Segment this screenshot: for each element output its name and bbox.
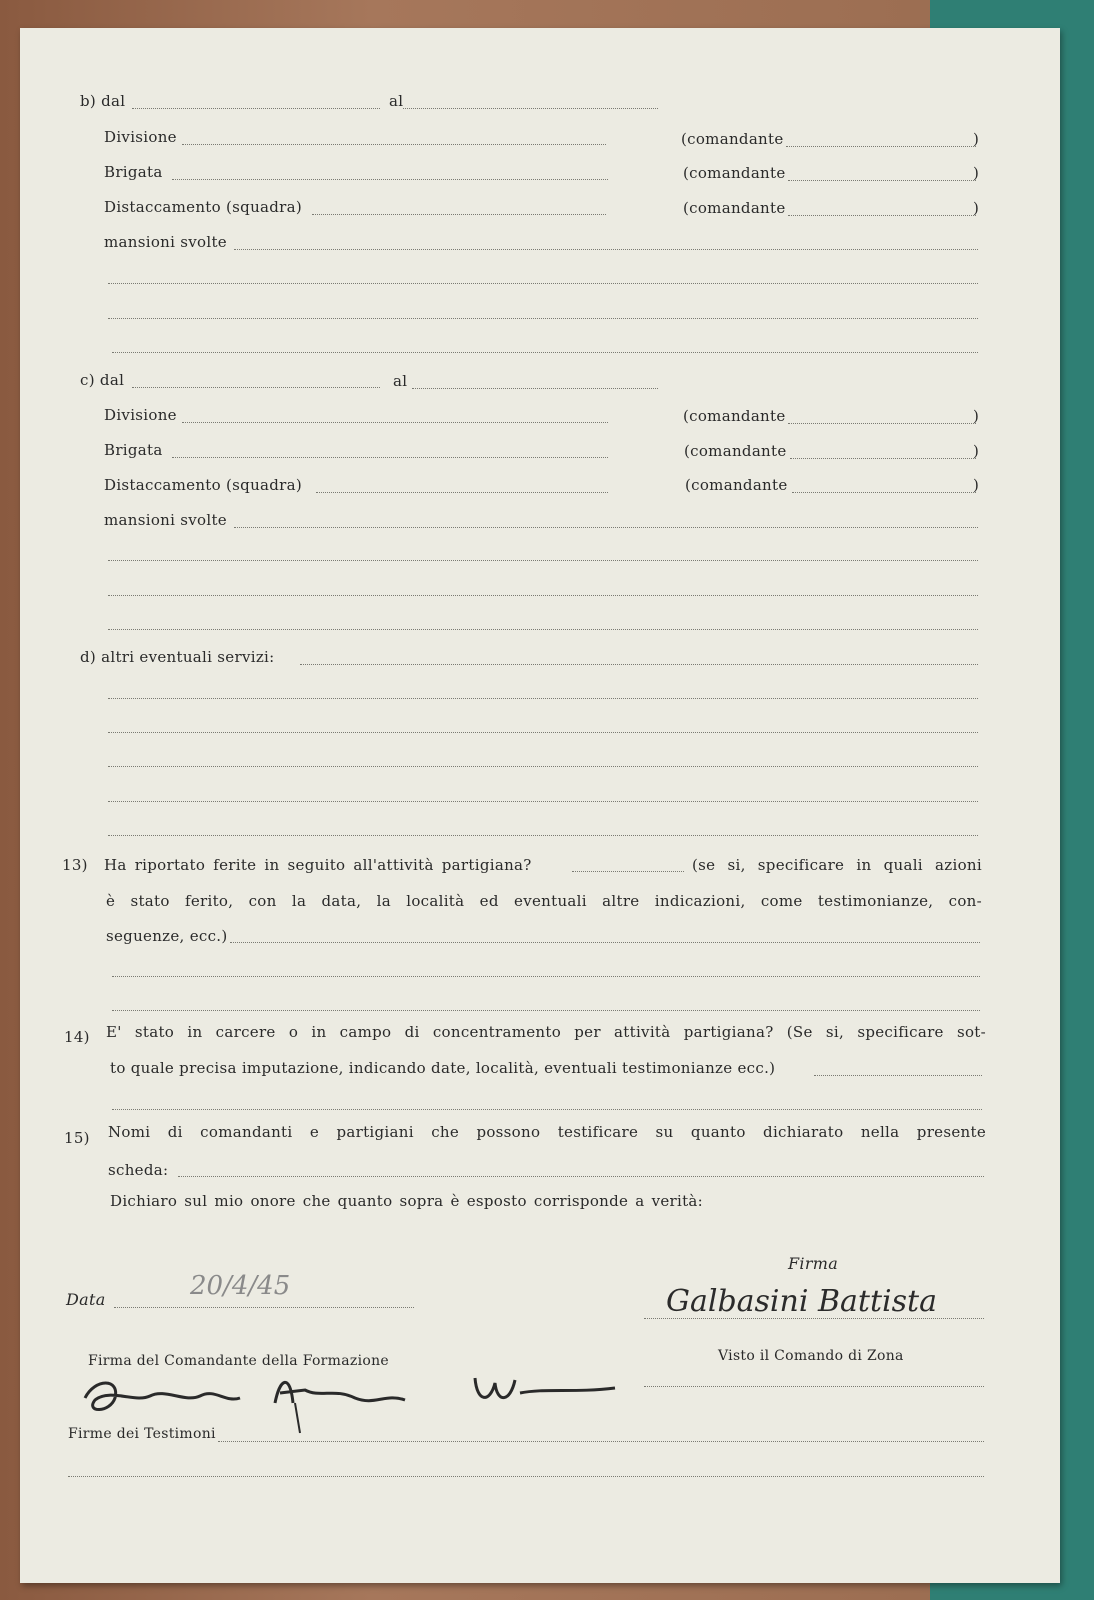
q13-instruction-2: è stato ferito, con la data, la località ed eventuali altre indicazioni, come testimonianze, con-: [106, 892, 982, 910]
section-c-brigata-close-paren: ): [973, 442, 980, 460]
section-c-distaccamento-close-paren: ): [973, 476, 980, 494]
q13-field[interactable]: [230, 942, 980, 943]
section-b-mansioni-line[interactable]: [112, 352, 978, 353]
section-d-line[interactable]: [108, 732, 978, 733]
section-b-mansioni-field[interactable]: [234, 249, 978, 250]
q13-instruction-3: seguenze, ecc.): [106, 927, 228, 945]
section-b-mansioni-line[interactable]: [108, 283, 978, 284]
section-c-brigata-label: Brigata: [104, 441, 163, 459]
q14-question-2: to quale precisa imputazione, indicando date, località, eventuali testimonianze ecc.): [110, 1059, 776, 1077]
section-c-brigata-comandante-label: (comandante: [684, 442, 787, 460]
testimoni-field[interactable]: [218, 1441, 984, 1442]
section-b-mansioni-line[interactable]: [108, 318, 978, 319]
section-c-distaccamento-label: Distaccamento (squadra): [104, 476, 303, 494]
section-c-dal-field[interactable]: [132, 387, 380, 388]
svg-text:20/4/45: 20/4/45: [190, 1271, 291, 1301]
section-b-distaccamento-label: Distaccamento (squadra): [104, 198, 303, 216]
section-b-mansioni-label: mansioni svolte: [104, 233, 227, 251]
section-d-label: d) altri eventuali servizi:: [80, 648, 275, 666]
section-c-divisione-comandante-label: (comandante: [683, 407, 786, 425]
q13-instruction-1: (se si, specificare in quali azioni: [692, 856, 982, 874]
q15-number: 15): [64, 1129, 90, 1147]
section-b-divisione-comandante-field[interactable]: [786, 146, 976, 147]
section-b-dal-label: b) dal: [80, 92, 126, 110]
section-d-field[interactable]: [300, 664, 978, 665]
section-c-distaccamento-comandante-label: (comandante: [685, 476, 788, 494]
section-c-divisione-comandante-field[interactable]: [788, 423, 976, 424]
section-c-distaccamento-field[interactable]: [316, 492, 608, 493]
visto-comando-zona-label: Visto il Comando di Zona: [718, 1348, 904, 1364]
testimoni-line[interactable]: [68, 1476, 984, 1477]
data-field[interactable]: [114, 1307, 414, 1308]
section-b-brigata-close-paren: ): [973, 164, 980, 182]
visto-field[interactable]: [644, 1386, 984, 1387]
section-b-al-label: al: [389, 92, 404, 110]
section-c-brigata-comandante-field[interactable]: [790, 458, 976, 459]
q14-question-1: E' stato in carcere o in campo di concentramento per attività partigiana? (Se si, specificare sot-: [106, 1023, 986, 1041]
section-d-line[interactable]: [108, 698, 978, 699]
firma-field[interactable]: [644, 1318, 984, 1319]
q14-field[interactable]: [814, 1075, 982, 1076]
section-b-al-field[interactable]: [403, 108, 658, 109]
section-d-line[interactable]: [108, 801, 978, 802]
testimoni-label: Firme dei Testimoni: [68, 1426, 216, 1442]
section-c-al-field[interactable]: [412, 388, 658, 389]
section-d-line[interactable]: [108, 835, 978, 836]
svg-text:Galbasini Battista: Galbasini Battista: [666, 1284, 937, 1319]
section-c-mansioni-field[interactable]: [234, 527, 978, 528]
section-b-distaccamento-field[interactable]: [312, 214, 606, 215]
section-d-line[interactable]: [108, 766, 978, 767]
section-b-brigata-label: Brigata: [104, 163, 163, 181]
q13-answer-field[interactable]: [572, 871, 684, 872]
data-handwritten: [190, 1266, 340, 1306]
section-b-divisione-label: Divisione: [104, 128, 177, 146]
section-b-dal-field[interactable]: [132, 108, 380, 109]
section-c-divisione-label: Divisione: [104, 406, 177, 424]
section-b-divisione-comandante-label: (comandante: [681, 130, 784, 148]
section-b-distaccamento-close-paren: ): [973, 199, 980, 217]
q13-question: Ha riportato ferite in seguito all'attività partigiana?: [104, 856, 532, 874]
comandante-signature: [75, 1358, 635, 1428]
comandante-formazione-label: Firma del Comandante della Formazione: [88, 1353, 389, 1369]
section-c-mansioni-line[interactable]: [108, 629, 978, 630]
q15-field[interactable]: [178, 1176, 984, 1177]
section-c-mansioni-label: mansioni svolte: [104, 511, 227, 529]
q15-question-2: scheda:: [108, 1161, 169, 1179]
section-b-divisione-close-paren: ): [973, 130, 980, 148]
section-c-mansioni-line[interactable]: [108, 595, 978, 596]
form-sheet: [20, 28, 1060, 1583]
q14-number: 14): [64, 1028, 90, 1046]
q14-line[interactable]: [112, 1109, 982, 1110]
section-c-divisione-field[interactable]: [182, 422, 608, 423]
section-c-divisione-close-paren: ): [973, 407, 980, 425]
section-b-divisione-field[interactable]: [182, 144, 606, 145]
q13-number: 13): [62, 856, 88, 874]
section-c-brigata-field[interactable]: [172, 457, 608, 458]
q15-question-1: Nomi di comandanti e partigiani che possono testificare su quanto dichiarato nella presente: [108, 1123, 986, 1141]
q15-declaration: Dichiaro sul mio onore che quanto sopra è esposto corrisponde a verità:: [110, 1192, 704, 1210]
section-b-brigata-field[interactable]: [172, 179, 608, 180]
section-c-al-label: al: [393, 372, 408, 390]
q13-line[interactable]: [112, 1010, 980, 1011]
section-b-brigata-comandante-field[interactable]: [788, 180, 976, 181]
firma-signature: [666, 1273, 966, 1333]
q13-line[interactable]: [112, 976, 980, 977]
section-b-brigata-comandante-label: (comandante: [683, 164, 786, 182]
section-c-mansioni-line[interactable]: [108, 560, 978, 561]
section-c-distaccamento-comandante-field[interactable]: [792, 492, 976, 493]
section-c-dal-label: c) dal: [80, 371, 125, 389]
section-b-distaccamento-comandante-field[interactable]: [788, 215, 976, 216]
section-b-distaccamento-comandante-label: (comandante: [683, 199, 786, 217]
firma-label: Firma: [788, 1254, 839, 1273]
data-label: Data: [66, 1290, 106, 1309]
